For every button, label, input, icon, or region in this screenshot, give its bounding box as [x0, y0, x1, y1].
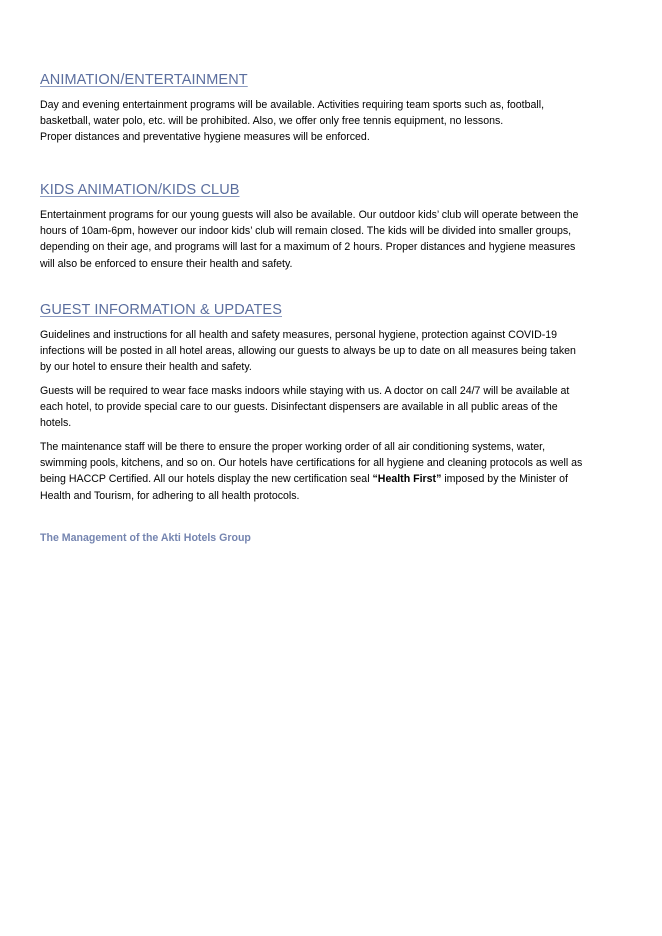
text-line: Day and evening entertainment programs will be available. Activities requiring team sports such as, football, — [40, 99, 545, 111]
text-line: infections will be posted in all hotel areas, allowing our guests to always be up to date on all measures being taken — [40, 345, 576, 358]
section-paragraph — [40, 327, 622, 376]
text-line: hours of 10am-6pm, however our indoor kids’ club will remain closed. The kids will be divided into smaller groups, — [40, 225, 572, 238]
text-line: Health and Tourism, for adhering to all health protocols. — [40, 489, 300, 502]
section-paragraph — [40, 439, 622, 504]
text-line: The maintenance staff will be there to ensure the proper working order of all air conditioning systems, water, — [40, 441, 546, 453]
text-segment: imposed by the Minister of — [441, 473, 568, 486]
text-line: basketball, water polo, etc. will be prohibited. Also, we offer only free tennis equipment, no lessons. — [40, 115, 504, 128]
text-line: Guests will be required to wear face masks indoors while staying with us. A doctor on call 24/7 will be available at — [40, 385, 570, 397]
management-signature: The Management of the Akti Hotels Group — [40, 532, 251, 544]
text-line: Entertainment programs for our young guests will also be available. Our outdoor kids’ club will operate between the — [40, 209, 579, 221]
health-first-seal-text: “Health First” — [372, 473, 442, 486]
text-line: by our hotel to ensure their health and safety. — [40, 361, 252, 374]
text-line-with-bold — [40, 471, 622, 487]
section-paragraph — [40, 207, 622, 272]
text-segment: being HACCP Certified. All our hotels display the new certification seal — [40, 473, 373, 486]
section-paragraph — [40, 97, 622, 146]
section-heading-guest-information: GUEST INFORMATION & UPDATES — [40, 302, 282, 318]
section-heading-animation-entertainment: ANIMATION/ENTERTAINMENT — [40, 72, 248, 88]
text-line: Guidelines and instructions for all health and safety measures, personal hygiene, protection against COVID-19 — [40, 329, 558, 341]
text-line: Proper distances and preventative hygiene measures will be enforced. — [40, 131, 370, 144]
text-line: hotels. — [40, 417, 72, 430]
section-paragraph — [40, 383, 622, 432]
text-line: depending on their age, and programs will last for a maximum of 2 hours. Proper distances and hygiene measures — [40, 241, 576, 254]
text-line: will also be enforced to ensure their health and safety. — [40, 257, 293, 270]
text-line: each hotel, to provide special care to our guests. Disinfectant dispensers are available in all public areas of the — [40, 401, 558, 414]
text-line: swimming pools, kitchens, and so on. Our hotels have certifications for all hygiene and cleaning protocols as well as — [40, 457, 583, 470]
section-heading-kids-club: KIDS ANIMATION/KIDS CLUB — [40, 182, 240, 198]
